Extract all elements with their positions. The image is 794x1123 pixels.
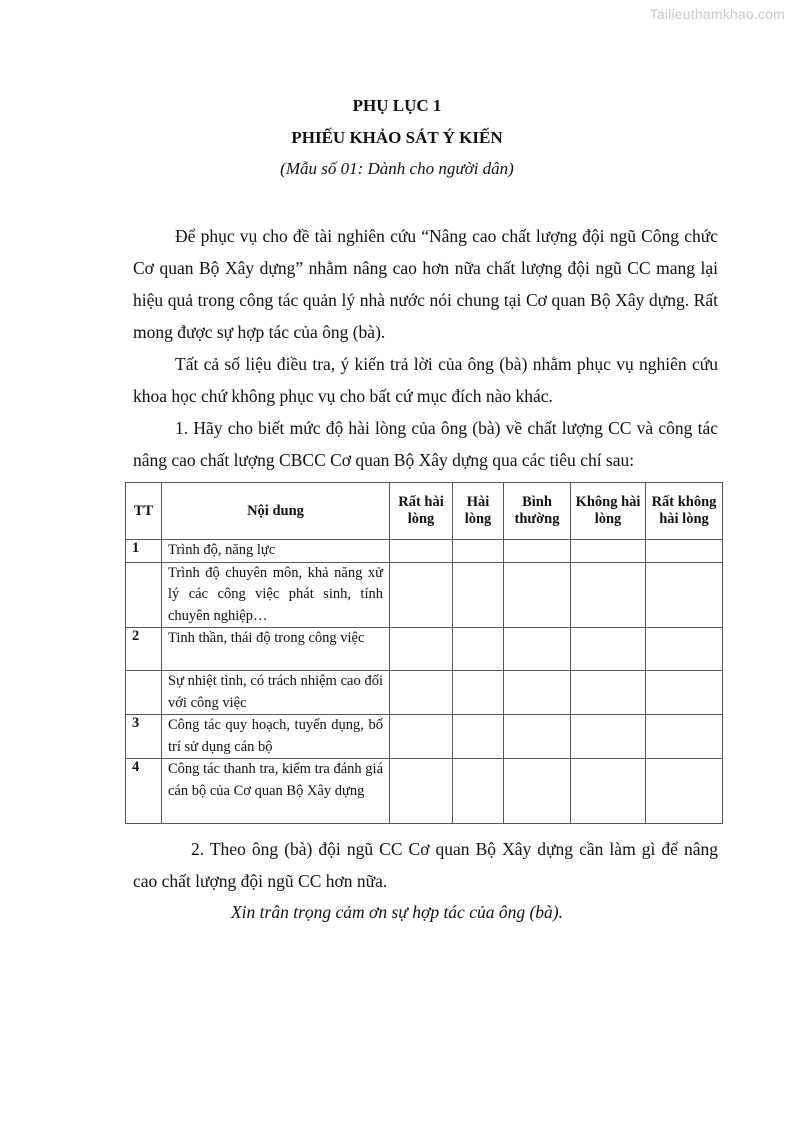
rating-cell[interactable] — [646, 759, 723, 824]
table-row — [126, 562, 723, 628]
rating-cell[interactable] — [453, 540, 504, 563]
rating-cell[interactable] — [453, 562, 504, 628]
rating-cell[interactable] — [453, 759, 504, 824]
table-row — [126, 759, 723, 824]
rating-cell[interactable] — [646, 671, 723, 715]
header-content: Nội dung — [162, 483, 390, 540]
rating-cell[interactable] — [646, 562, 723, 628]
rating-cell[interactable] — [646, 628, 723, 671]
question-2 — [133, 833, 718, 897]
rating-cell[interactable] — [504, 540, 571, 563]
rating-cell[interactable] — [390, 540, 453, 563]
appendix-heading: PHỤ LỤC 1 — [352, 96, 442, 115]
table-row — [126, 715, 723, 759]
header-not-satisfied: Không hài lòng — [571, 483, 646, 540]
thanks-line: Xin trân trọng cảm ơn sự hợp tác của ông (bà). — [230, 902, 563, 922]
survey-subtitle: (Mẫu số 01: Dành cho người dân) — [280, 159, 514, 178]
table-row — [126, 540, 723, 563]
watermark: Tailieuthamkhao.com — [649, 6, 785, 22]
header-satisfied: Hài lòng — [453, 483, 504, 540]
rating-cell[interactable] — [571, 715, 646, 759]
rating-cell[interactable] — [504, 671, 571, 715]
row-number: 1 — [126, 540, 162, 563]
intro-text-2: Tất cả số liệu điều tra, ý kiến trả lời của ông (bà) nhằm phục vụ nghiên cứu khoa học chứ không phục vụ cho bất cứ mục đích nào khác. — [133, 354, 718, 406]
rating-cell[interactable] — [571, 540, 646, 563]
rating-cell[interactable] — [571, 628, 646, 671]
header-normal: Bình thường — [504, 483, 571, 540]
row-number: 2 — [126, 628, 162, 671]
table-row — [126, 628, 723, 671]
row-number — [126, 562, 162, 628]
table-row — [126, 671, 723, 715]
rating-cell[interactable] — [504, 759, 571, 824]
row-content: Công tác thanh tra, kiểm tra đánh giá cán bộ của Cơ quan Bộ Xây dựng — [162, 759, 390, 824]
rating-cell[interactable] — [453, 671, 504, 715]
rating-cell[interactable] — [390, 562, 453, 628]
intro-paragraph-1 — [133, 220, 718, 348]
row-number — [126, 671, 162, 715]
rating-cell[interactable] — [453, 715, 504, 759]
rating-cell[interactable] — [504, 715, 571, 759]
intro-paragraph-2 — [133, 348, 718, 412]
rating-cell[interactable] — [390, 628, 453, 671]
row-content: Công tác quy hoạch, tuyển dụng, bố trí sử dụng cán bộ — [162, 715, 390, 759]
rating-cell[interactable] — [504, 562, 571, 628]
header-very-not-satisfied: Rất không hài lòng — [646, 483, 723, 540]
rating-cell[interactable] — [571, 671, 646, 715]
row-content: Trình độ chuyên môn, khả năng xử lý các công việc phát sinh, tính chuyên nghiệp… — [162, 562, 390, 628]
header-tt: TT — [126, 483, 162, 540]
rating-cell[interactable] — [390, 715, 453, 759]
rating-cell[interactable] — [504, 628, 571, 671]
rating-cell[interactable] — [646, 540, 723, 563]
rating-cell[interactable] — [390, 759, 453, 824]
header-very-satisfied: Rất hài lòng — [390, 483, 453, 540]
row-number: 4 — [126, 759, 162, 824]
rating-cell[interactable] — [646, 715, 723, 759]
row-content: Sự nhiệt tình, có trách nhiệm cao đối với công việc — [162, 671, 390, 715]
rating-cell[interactable] — [453, 628, 504, 671]
row-content: Trình độ, năng lực — [162, 540, 390, 563]
question-1 — [133, 412, 718, 476]
intro-text-1: Để phục vụ cho đề tài nghiên cứu “Nâng cao chất lượng đội ngũ Công chức Cơ quan Bộ Xây dựng” nhằm nâng cao hơn nữa chất lượng đội ngũ CC mang lại hiệu quả trong công tác quản lý nhà nước nói chung tại Cơ quan Bộ Xây dựng. Rất mong được sự hợp tác của ông (bà). — [133, 226, 718, 342]
survey-table — [125, 482, 723, 824]
rating-cell[interactable] — [571, 562, 646, 628]
row-number: 3 — [126, 715, 162, 759]
survey-title: PHIẾU KHẢO SÁT Ý KIẾN — [291, 128, 503, 147]
question-1-text: 1. Hãy cho biết mức độ hài lòng của ông (bà) về chất lượng CC và công tác nâng cao chất lượng CBCC Cơ quan Bộ Xây dựng qua các tiêu chí sau: — [133, 418, 718, 470]
question-2-text: 2. Theo ông (bà) đội ngũ CC Cơ quan Bộ Xây dựng cần làm gì để nâng cao chất lượng đội ngũ CC hơn nữa. — [133, 839, 718, 891]
rating-cell[interactable] — [390, 671, 453, 715]
table-header-row — [126, 483, 723, 540]
row-content: Tinh thần, thái độ trong công việc — [162, 628, 390, 671]
rating-cell[interactable] — [571, 759, 646, 824]
